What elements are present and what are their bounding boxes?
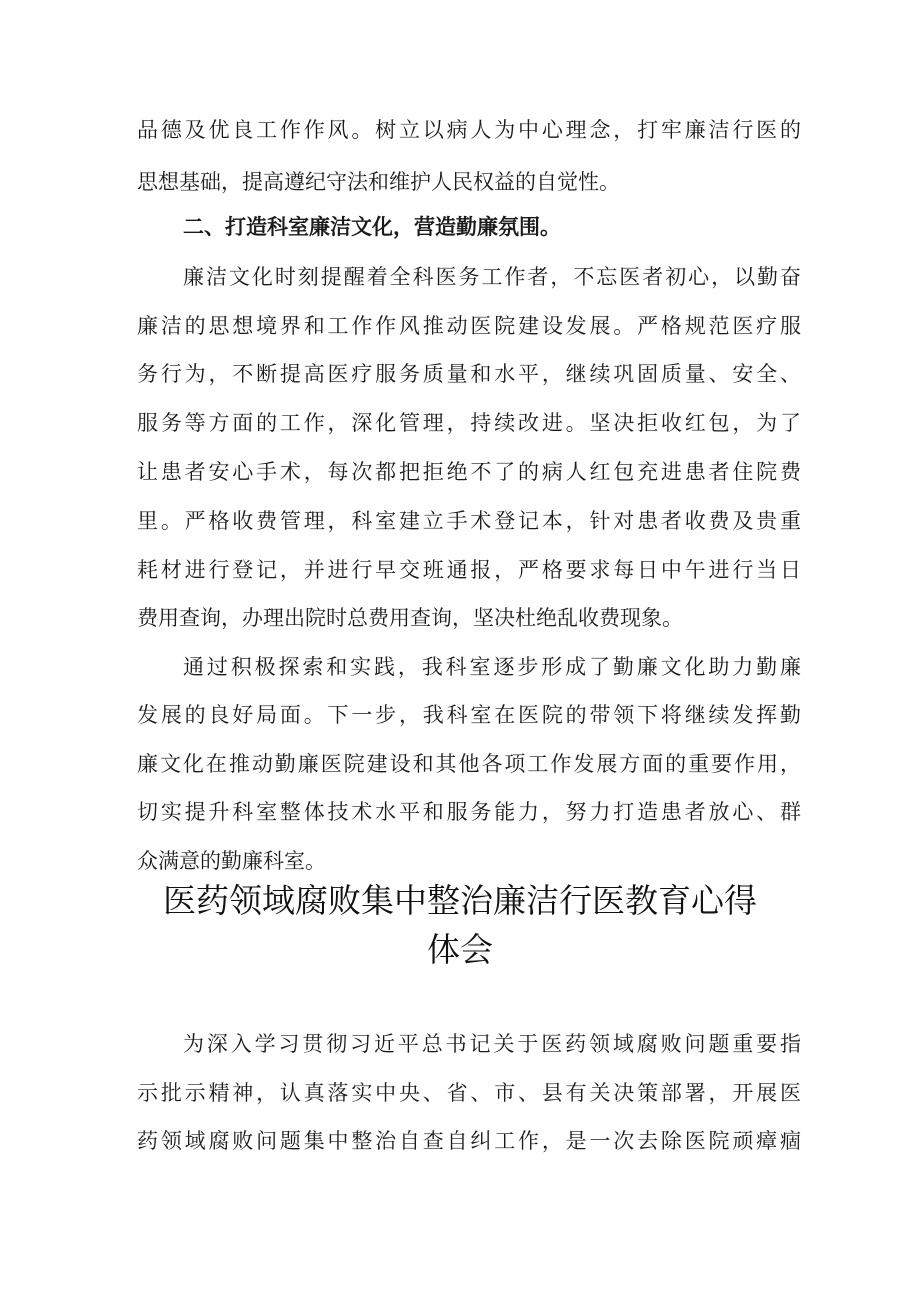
paragraph-line: 廉文化在推动勤廉医院建设和其他各项工作发展方面的重要作用， xyxy=(137,752,801,776)
paragraph-line: 廉洁的思想境界和工作作风推动医院建设发展。严格规范医疗服 xyxy=(137,314,801,338)
paragraph-line: 众满意的勤廉科室。 xyxy=(137,849,326,873)
paragraph-line: 品德及优良工作作风。树立以病人为中心理念，打牢廉洁行医的 xyxy=(137,118,801,142)
paragraph-line: 为深入学习贯彻习近平总书记关于医药领域腐败问题重要指 xyxy=(183,1032,801,1056)
article-title-line1: 医药领域腐败集中整治廉洁行医教育心得 xyxy=(163,881,757,920)
paragraph-line: 让患者安心手术，每次都把拒绝不了的病人红包充进患者住院费 xyxy=(137,460,801,484)
paragraph-line: 药领域腐败问题集中整治自查自纠工作，是一次去除医院顽瘴痼 xyxy=(137,1129,801,1153)
paragraph-line: 费用查询，办理出院时总费用查询，坚决杜绝乱收费现象。 xyxy=(137,606,683,630)
paragraph-line: 思想基础，提高遵纪守法和维护人民权益的自觉性。 xyxy=(137,170,620,194)
paragraph-line: 发展的良好局面。下一步，我科室在医院的带领下将继续发挥勤 xyxy=(137,703,801,727)
paragraph-line: 务行为，不断提高医疗服务质量和水平，继续巩固质量、安全、 xyxy=(137,362,801,386)
paragraph-line: 服务等方面的工作，深化管理，持续改进。坚决拒收红包，为了 xyxy=(137,411,801,435)
paragraph-line: 切实提升科室整体技术水平和服务能力，努力打造患者放心、群 xyxy=(137,800,801,824)
paragraph-line: 通过积极探索和实践，我科室逐步形成了勤廉文化助力勤廉 xyxy=(183,655,801,679)
article-title-line2: 体会 xyxy=(427,930,493,969)
section-heading: 二、打造科室廉洁文化，营造勤廉氛围。 xyxy=(183,215,561,239)
paragraph-line: 耗材进行登记，并进行早交班通报，严格要求每日中午进行当日 xyxy=(137,558,801,582)
paragraph-line: 廉洁文化时刻提醒着全科医务工作者，不忘医者初心，以勤奋 xyxy=(183,265,801,289)
paragraph-line: 示批示精神，认真落实中央、省、市、县有关决策部署，开展医 xyxy=(137,1081,801,1105)
paragraph-line: 里。严格收费管理，科室建立手术登记本，针对患者收费及贵重 xyxy=(137,509,801,533)
